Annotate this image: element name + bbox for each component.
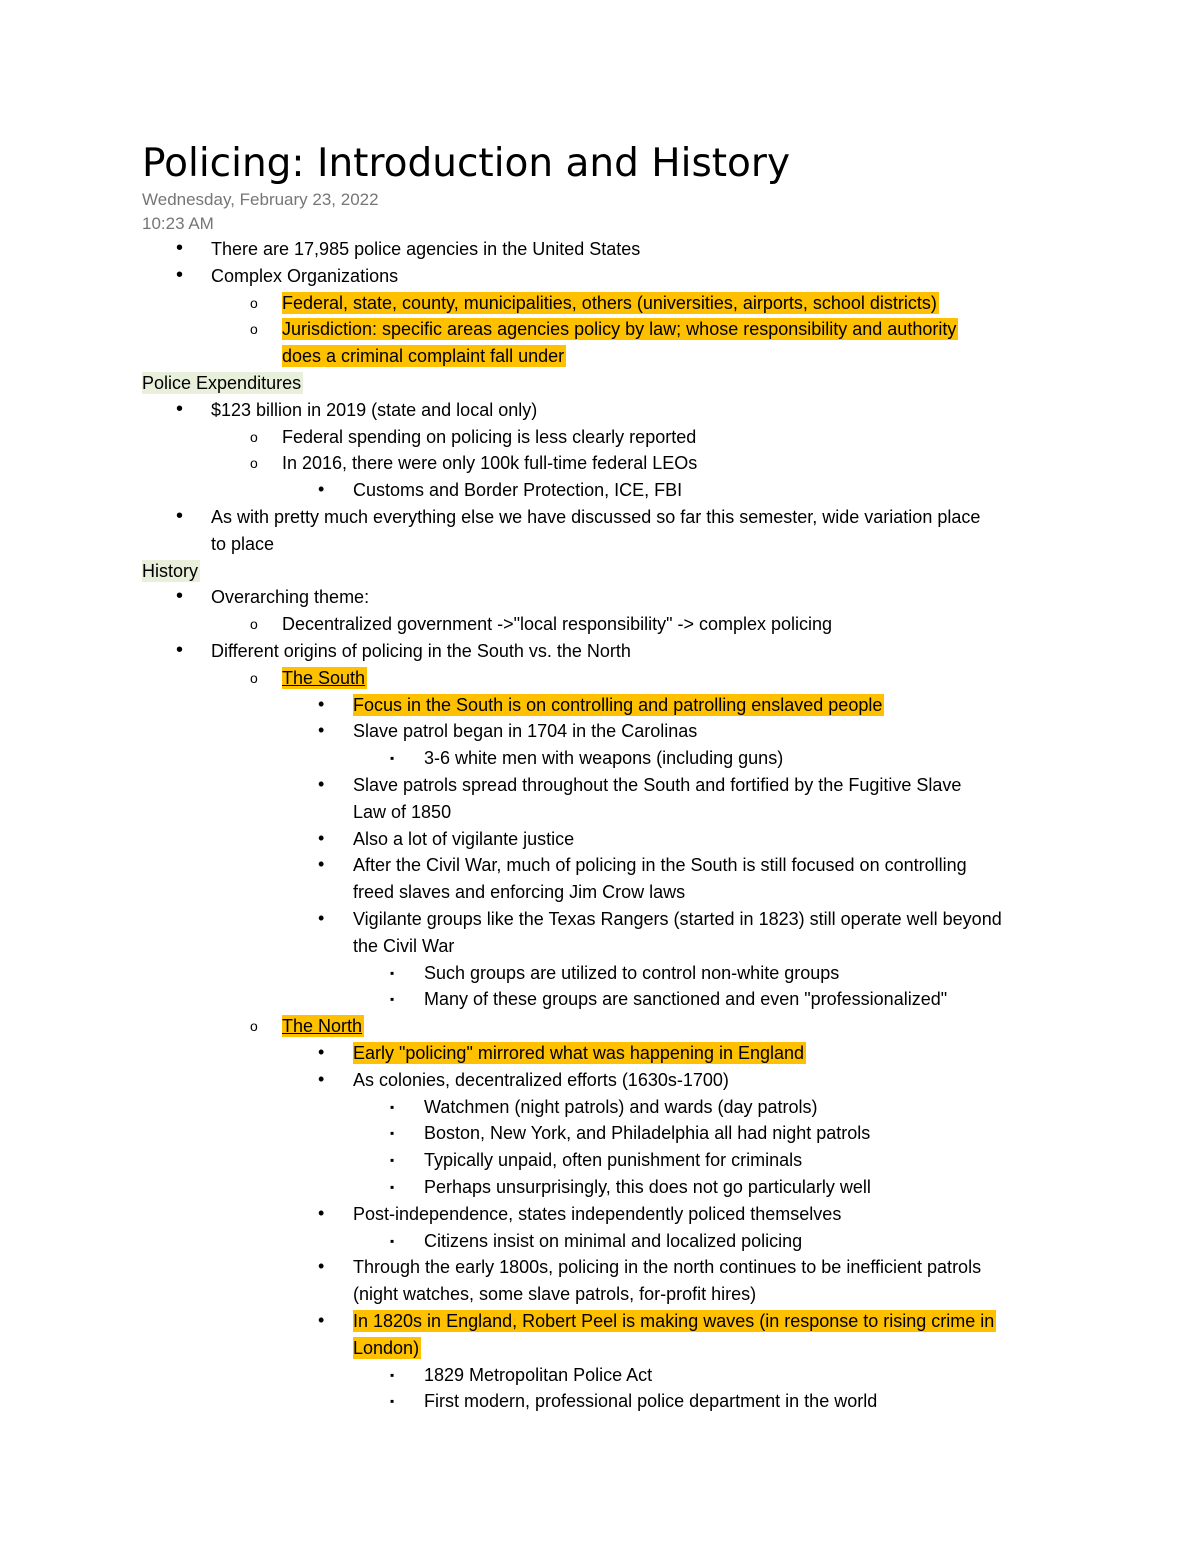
outline-item-text: $123 billion in 2019 (state and local only) [211, 399, 538, 420]
outline-item-text: Citizens insist on minimal and localized policing [424, 1230, 803, 1251]
outline-item-text: First modern, professional police department in the world [424, 1391, 878, 1412]
outline-item [390, 1174, 873, 1201]
bullet-icon: • [318, 827, 325, 848]
outline-item [250, 1013, 364, 1040]
outline-item [318, 1201, 843, 1228]
outline-item-text: Slave patrol began in 1704 in the Carolinas [353, 721, 698, 742]
bullet-icon: • [318, 693, 325, 714]
section-heading [142, 558, 200, 585]
bullet-icon: • [318, 479, 325, 500]
outline-item-text: Watchmen (night patrols) and wards (day patrols) [424, 1096, 818, 1117]
outline-item-text: Post-independence, states independently policed themselves [353, 1203, 842, 1224]
outline-item [250, 424, 698, 451]
outline-item [318, 1308, 996, 1335]
outline-item-text: London) [353, 1337, 420, 1358]
outline-item [390, 1120, 872, 1147]
outline-item-text: Slave patrols spread throughout the South and fortified by the Fugitive Slave [353, 775, 962, 795]
outline-item [318, 852, 969, 879]
bullet-icon: o [250, 669, 258, 686]
outline-item-text: Overarching theme: [211, 587, 370, 608]
outline-item [390, 1228, 804, 1255]
outline-item [176, 504, 982, 531]
outline-item [390, 960, 841, 987]
outline-item [318, 1067, 731, 1094]
outline-item-text: Also a lot of vigilante justice [353, 828, 575, 849]
outline-item [353, 933, 456, 960]
outline-item [176, 584, 371, 611]
outline-item [353, 799, 453, 826]
outline-item [250, 290, 939, 317]
outline-item-text: The South [282, 667, 366, 688]
bullet-icon: • [176, 585, 184, 608]
bullet-icon: • [176, 263, 184, 286]
outline-item-text: Complex Organizations [211, 265, 399, 286]
outline-item [390, 986, 949, 1013]
outline-item [176, 236, 642, 263]
bullet-icon: ▪ [390, 1180, 395, 1194]
outline-item [250, 665, 367, 692]
outline-item [390, 1094, 820, 1121]
outline-item [318, 826, 576, 853]
outline-item-text: the Civil War [353, 935, 455, 956]
outline-item [318, 718, 699, 745]
bullet-icon: o [250, 616, 258, 633]
bullet-icon: • [176, 237, 184, 259]
bullet-icon: o [250, 321, 258, 338]
outline-item-text: As with pretty much everything else we have discussed so far this semester, wide variation place [211, 507, 981, 527]
bullet-icon: ▪ [390, 751, 395, 766]
outline-item-text: Decentralized government ->"local responsibility" -> complex policing [282, 614, 833, 635]
outline-item-text: After the Civil War, much of policing in the South is still focused on controlling [353, 855, 967, 876]
bullet-icon: ▪ [390, 1367, 395, 1382]
outline-item-text: In 1820s in England, Robert Peel is making waves (in response to rising crime in [353, 1311, 995, 1331]
section-heading [142, 370, 303, 397]
outline-item-text: Law of 1850 [353, 801, 452, 822]
bullet-icon: • [318, 1256, 325, 1277]
outline-item-text: Early "policing" mirrored what was happening in England [353, 1043, 805, 1063]
outline-item [250, 316, 958, 343]
outline-item-text: Typically unpaid, often punishment for criminals [424, 1150, 803, 1171]
bullet-icon: ▪ [390, 1394, 395, 1409]
outline-item-text: Police Expenditures [142, 373, 302, 393]
outline-item-text: The North [282, 1016, 363, 1037]
outline-item [318, 1040, 806, 1067]
bullet-icon: • [318, 1068, 325, 1089]
bullet-icon: • [318, 908, 325, 928]
outline-item-text: Customs and Border Protection, ICE, FBI [353, 480, 683, 501]
outline-item-text: There are 17,985 police agencies in the United States [211, 239, 641, 259]
outline-item-text: Boston, New York, and Philadelphia all had night patrols [424, 1123, 871, 1144]
bullet-icon: ▪ [390, 1153, 395, 1168]
outline-item [318, 772, 963, 799]
outline-item-text: As colonies, decentralized efforts (1630s-1700) [353, 1069, 729, 1090]
outline-item [211, 531, 276, 558]
outline-item [282, 343, 566, 370]
outline-item-text: Through the early 1800s, policing in the north continues to be inefficient patrols [353, 1257, 982, 1278]
bullet-icon: • [176, 639, 184, 661]
note-date: Wednesday, February 23, 2022 [142, 190, 379, 209]
outline-item-text: Many of these groups are sanctioned and even "professionalized" [424, 989, 948, 1010]
bullet-icon: • [318, 774, 325, 794]
bullet-icon: ▪ [390, 1126, 395, 1141]
outline-item-text: to place [211, 533, 275, 554]
note-time: 10:23 AM [142, 214, 214, 233]
outline-item-text: In 2016, there were only 100k full-time federal LEOs [282, 453, 698, 474]
bullet-icon: o [250, 294, 258, 311]
outline-item-text: History [142, 560, 199, 581]
outline-item [318, 1254, 983, 1281]
outline-item-text: Focus in the South is on controlling and patrolling enslaved people [353, 694, 883, 715]
bullet-icon: • [318, 1202, 325, 1223]
outline-item-text: Jurisdiction: specific areas agencies policy by law; whose responsibility and authority [282, 319, 957, 340]
outline-item-text: Federal, state, county, municipalities, others (universities, airports, school districts) [282, 292, 937, 313]
outline-item-text: Vigilante groups like the Texas Rangers (started in 1823) still operate well beyond [353, 909, 1002, 929]
outline-item [318, 477, 684, 504]
outline-item [318, 692, 884, 719]
outline-item [390, 1388, 879, 1415]
outline-item [353, 1335, 421, 1362]
outline-item [390, 745, 785, 772]
outline-item [250, 450, 699, 477]
outline-item-text: does a criminal complaint fall under [282, 346, 565, 367]
outline-item-text: 1829 Metropolitan Police Act [424, 1364, 653, 1385]
bullet-icon: • [318, 720, 325, 741]
outline-item [318, 906, 1004, 933]
outline-item [176, 263, 400, 290]
bullet-icon: o [250, 455, 258, 472]
bullet-icon: • [318, 854, 325, 875]
bullet-icon: ▪ [390, 1233, 395, 1248]
outline-item-text: Perhaps unsurprisingly, this does not go particularly well [424, 1177, 871, 1197]
outline-item [250, 611, 834, 638]
bullet-icon: o [250, 428, 258, 445]
page-title: Policing: Introduction and History [142, 141, 791, 186]
outline-item [390, 1362, 654, 1389]
outline-item [390, 1147, 804, 1174]
outline-item-text: Federal spending on policing is less clearly reported [282, 426, 697, 447]
outline-item [176, 397, 539, 424]
bullet-icon: ▪ [390, 965, 395, 980]
outline-item [176, 638, 633, 665]
bullet-icon: • [176, 397, 184, 420]
outline-item-text: Such groups are utilized to control non-white groups [424, 962, 840, 983]
bullet-icon: ▪ [390, 992, 395, 1007]
outline-item-text: Different origins of policing in the South vs. the North [211, 641, 631, 661]
outline-item-text: 3-6 white men with weapons (including guns) [424, 748, 784, 769]
bullet-icon: • [318, 1310, 325, 1330]
bullet-icon: o [250, 1018, 258, 1035]
outline-item [353, 879, 687, 906]
outline-item-text: freed slaves and enforcing Jim Crow laws [353, 882, 686, 903]
outline-item [353, 1281, 758, 1308]
bullet-icon: ▪ [390, 1099, 395, 1114]
bullet-icon: • [176, 505, 184, 527]
bullet-icon: • [318, 1042, 325, 1062]
outline-item-text: (night watches, some slave patrols, for-profit hires) [353, 1284, 757, 1305]
